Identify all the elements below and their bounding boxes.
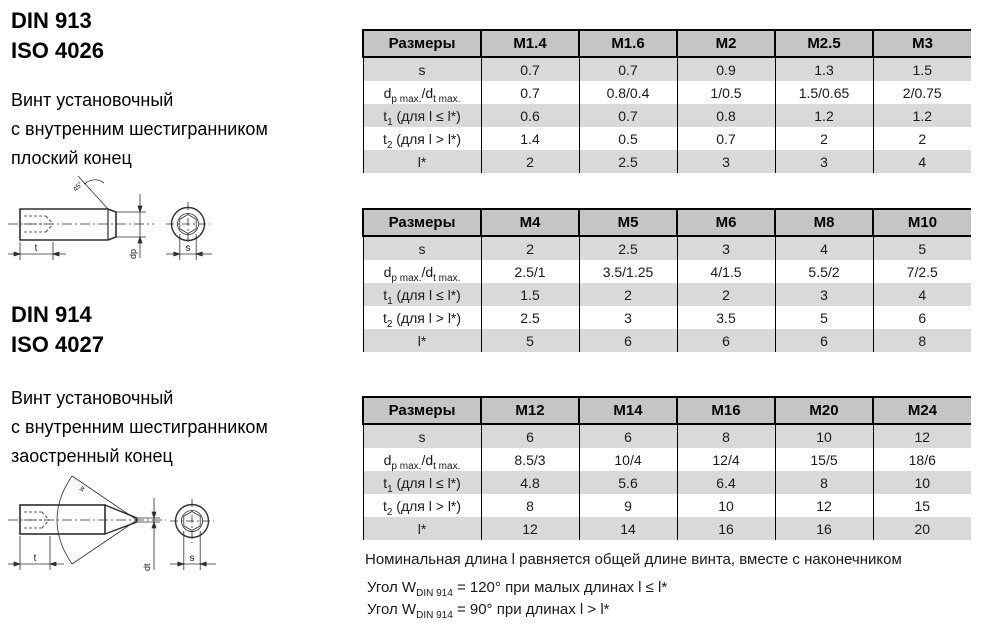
row-label: l*	[363, 517, 481, 540]
table-cell: 1.5/0.65	[775, 81, 873, 104]
table-cell: 12	[481, 517, 579, 540]
table-cell: 0.7	[481, 57, 579, 81]
standard-block-din914	[11, 300, 104, 360]
col-header-m2: M2	[677, 30, 775, 57]
table-cell: 0.7	[579, 57, 677, 81]
col-header-m14: M14	[579, 397, 677, 424]
table-cell: 3	[579, 306, 677, 329]
table-row	[363, 81, 971, 104]
row-label: $t_2$ (для l > l*)	[363, 127, 481, 150]
table-cell: 7/2.5	[873, 260, 971, 283]
row-label: l*	[363, 150, 481, 173]
table-cell: 6	[579, 424, 677, 448]
table-cell: 2	[579, 283, 677, 306]
table-cell: 1.4	[481, 127, 579, 150]
table-cell: 14	[579, 517, 677, 540]
col-header-m4: M4	[481, 209, 579, 236]
table-cell: 2/0.75	[873, 81, 971, 104]
row-label: $d_{p max.}/d_{t max.}$	[363, 81, 481, 104]
table-cell: 5.6	[579, 471, 677, 494]
s-label: s	[189, 553, 195, 564]
table-cell: 0.7	[579, 104, 677, 127]
col-header-m5: M5	[579, 209, 677, 236]
table-cell: 4	[873, 150, 971, 173]
table-cell: 18/6	[873, 448, 971, 471]
table-row	[363, 260, 971, 283]
row-label: $t_1$ (для l ≤ l*)	[363, 283, 481, 306]
table-header-row	[363, 209, 971, 236]
table-row	[363, 236, 971, 260]
table-row	[363, 471, 971, 494]
table-cell: 12	[873, 424, 971, 448]
end-view	[166, 202, 210, 246]
col-header-sizes: Размеры	[363, 397, 481, 424]
table-cell: 4	[775, 236, 873, 260]
table-row	[363, 127, 971, 150]
table-cell: 3.5	[677, 306, 775, 329]
table-row	[363, 448, 971, 471]
row-label: $t_2$ (для l > l*)	[363, 494, 481, 517]
table-cell: 5	[873, 236, 971, 260]
col-header-m24: M24	[873, 397, 971, 424]
table-cell: 8	[775, 471, 873, 494]
col-header-m10: M10	[873, 209, 971, 236]
table-header-row	[363, 397, 971, 424]
table-cell: 0.9	[677, 57, 775, 81]
col-header-sizes: Размеры	[363, 209, 481, 236]
table-cell: 4	[873, 283, 971, 306]
table-cell: 1.5	[481, 283, 579, 306]
table-row	[363, 104, 971, 127]
note-angle-90: Угол $W_{DIN 914} = 90^\circ$ при длинах l > l*	[367, 601, 610, 621]
table-cell: 4/1.5	[677, 260, 775, 283]
t-label: t	[33, 553, 37, 564]
table-cell: 0.8	[677, 104, 775, 127]
table-cell: 2	[481, 236, 579, 260]
din-number: DIN 913	[11, 8, 92, 33]
col-header-m8: M8	[775, 209, 873, 236]
chamfer-angle-callout	[78, 176, 108, 209]
description-line: заостренный конец	[11, 446, 173, 466]
table-m1-4-to-m3	[362, 29, 971, 173]
table-cell: 6	[775, 329, 873, 352]
description-line: плоский конец	[11, 148, 132, 168]
table-cell: 15/5	[775, 448, 873, 471]
table-cell: 6	[677, 329, 775, 352]
col-header-m1.6: M1.6	[579, 30, 677, 57]
table-cell: 9	[579, 494, 677, 517]
din-number: DIN 914	[11, 302, 92, 327]
table-cell: 10	[873, 471, 971, 494]
table-row	[363, 494, 971, 517]
table-cell: 0.7	[677, 127, 775, 150]
table-cell: 6	[481, 424, 579, 448]
col-header-m12: M12	[481, 397, 579, 424]
table-row	[363, 424, 971, 448]
table-cell: 1.2	[775, 104, 873, 127]
note-angle-120: Угол $W_{DIN 914} = 120^\circ$ при малых длинах l ≤ l*	[367, 579, 668, 599]
dt-dimension	[137, 498, 160, 570]
col-header-m6: M6	[677, 209, 775, 236]
dt-label: dt	[142, 563, 152, 571]
table-cell: 20	[873, 517, 971, 540]
row-label: $t_2$ (для l > l*)	[363, 306, 481, 329]
table-cell: 2	[873, 127, 971, 150]
table-cell: 6	[579, 329, 677, 352]
table-cell: 1.3	[775, 57, 873, 81]
table-cell: 15	[873, 494, 971, 517]
table-cell: 2	[677, 283, 775, 306]
table-cell: 3	[677, 150, 775, 173]
table-cell: 2	[775, 127, 873, 150]
table-cell: 2.5	[481, 306, 579, 329]
table-cell: 10/4	[579, 448, 677, 471]
description-din913	[11, 86, 268, 173]
table-cell: 0.8/0.4	[579, 81, 677, 104]
col-header-sizes: Размеры	[363, 30, 481, 57]
row-label: $t_1$ (для l ≤ l*)	[363, 471, 481, 494]
table-cell: 5	[775, 306, 873, 329]
table-cell: 10	[775, 424, 873, 448]
table-cell: 0.7	[481, 81, 579, 104]
table-cell: 6.4	[677, 471, 775, 494]
table-cell: 4.8	[481, 471, 579, 494]
angle-label: w	[78, 484, 87, 494]
table-cell: 3	[775, 283, 873, 306]
technical-drawing-cone-point	[6, 468, 236, 578]
table-row	[363, 283, 971, 306]
table-cell: 3	[677, 236, 775, 260]
standard-block-din913	[11, 6, 104, 66]
table-row	[363, 517, 971, 540]
table-cell: 10	[677, 494, 775, 517]
table-cell: 1.2	[873, 104, 971, 127]
table-header-row	[363, 30, 971, 57]
description-line: Винт установочный	[11, 90, 174, 110]
note-nominal-length: Номинальная длина l равняется общей длине винта, вместе с наконечником	[365, 551, 902, 568]
table-row	[363, 150, 971, 173]
description-line: с внутренним шестигранником	[11, 119, 268, 139]
table-row	[363, 329, 971, 352]
row-label: s	[363, 236, 481, 260]
table-cell: 0.5	[579, 127, 677, 150]
screw-body-outline	[20, 209, 116, 240]
table-cell: 8	[481, 494, 579, 517]
table-cell: 5.5/2	[775, 260, 873, 283]
table-cell: 6	[873, 306, 971, 329]
table-cell: 12/4	[677, 448, 775, 471]
table-cell: 3.5/1.25	[579, 260, 677, 283]
row-label: s	[363, 57, 481, 81]
dp-label: dp	[128, 248, 138, 259]
description-din914	[11, 384, 268, 471]
col-header-m1.4: M1.4	[481, 30, 579, 57]
table-cell: 5	[481, 329, 579, 352]
table-cell: 0.6	[481, 104, 579, 127]
table-row	[363, 57, 971, 81]
technical-drawing-flat-point	[6, 162, 221, 262]
description-line: с внутренним шестигранником	[11, 417, 268, 437]
row-label: l*	[363, 329, 481, 352]
end-view	[170, 499, 214, 543]
row-label: $d_{p max.}/d_{t max.}$	[363, 260, 481, 283]
table-cell: 2.5/1	[481, 260, 579, 283]
col-header-m16: M16	[677, 397, 775, 424]
t-label: t	[34, 243, 38, 254]
table-cell: 1/0.5	[677, 81, 775, 104]
dp-dimension	[116, 194, 146, 258]
table-m12-to-m24	[362, 396, 971, 540]
table-m4-to-m10	[362, 208, 971, 352]
row-label: $d_{p max.}/d_{t max.}$	[363, 448, 481, 471]
table-cell: 8	[677, 424, 775, 448]
col-header-m20: M20	[775, 397, 873, 424]
table-cell: 2.5	[579, 236, 677, 260]
col-header-m3: M3	[873, 30, 971, 57]
table-cell: 2.5	[579, 150, 677, 173]
screw-body-outline	[20, 505, 105, 534]
table-cell: 1.5	[873, 57, 971, 81]
row-label: $t_1$ (для l ≤ l*)	[363, 104, 481, 127]
iso-number: ISO 4027	[11, 332, 104, 357]
table-cell: 8	[873, 329, 971, 352]
table-cell: 12	[775, 494, 873, 517]
table-cell: 3	[775, 150, 873, 173]
s-label: s	[185, 243, 191, 254]
table-cell: 2	[481, 150, 579, 173]
description-line: Винт установочный	[11, 388, 174, 408]
col-header-m2.5: M2.5	[775, 30, 873, 57]
angle-label: 45°	[72, 180, 85, 194]
table-cell: 8.5/3	[481, 448, 579, 471]
table-row	[363, 306, 971, 329]
iso-number: ISO 4026	[11, 38, 104, 63]
row-label: s	[363, 424, 481, 448]
table-cell: 16	[677, 517, 775, 540]
table-cell: 16	[775, 517, 873, 540]
